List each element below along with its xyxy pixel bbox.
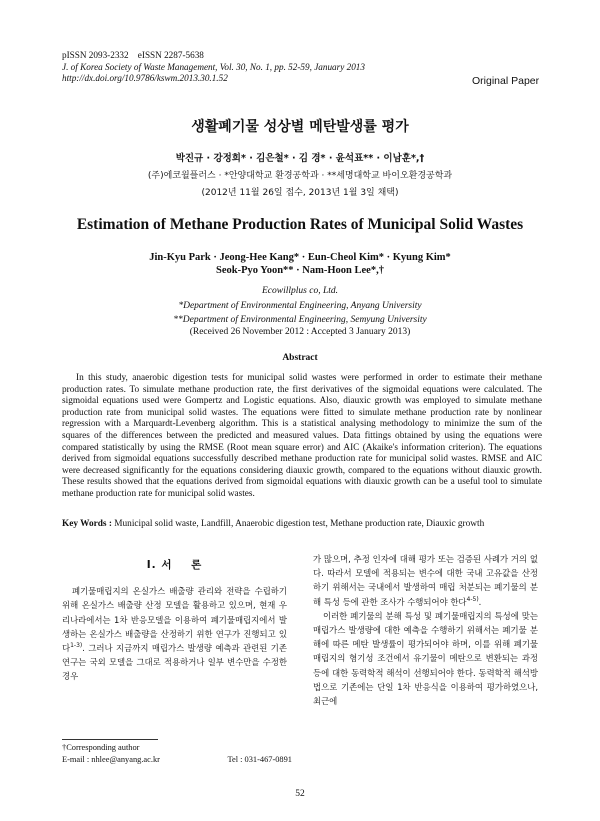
journal-meta [62,50,365,85]
affiliation-3: **Department of Environmental Engineering, Semyung University [173,315,427,325]
citation-ref: 4-5) [466,595,479,603]
english-title: Estimation of Methane Production Rates of Municipal Solid Wastes [76,216,524,233]
telephone: Tel : 031-467-0891 [227,755,292,764]
citation-ref: 1-3) [70,642,83,650]
abstract-heading: Abstract [282,353,318,363]
left-column [62,552,287,684]
english-authors [0,251,600,277]
section-heading: I. 서 론 [146,559,203,571]
right-column [313,552,538,708]
authors-line-1: Jin-Kyu Park · Jeong-Hee Kang* · Eun-Cheol Kim* · Kyung Kim* [149,252,451,263]
keywords-list: Municipal solid waste, Landfill, Anaerobic digestion test, Methane production rate, Diauxic growth [114,519,485,529]
issn: pISSN 2093-2332 eISSN 2287-5638 [62,50,204,60]
intro-paragraph-2: 이러한 폐기물의 분해 특성 및 폐기물매립지의 특성에 맞는 매립가스 발생량에 대한 예측을 수행하기 위해서는 폐기물 분해에 따른 메탄 발생률이 평가되어야 하며, 이를 위해 폐기물매립지의 혐기성 조건에서 유기물이 메탄으로 변환되는 과정 등에 대한 동력학적 해석이 선행되어야 한다. 동력학적 해석방법으로 기존에는 단일 1차 반응식을 이용하여 평가하였으나, 최근에 [313,610,538,707]
authors-line-2: Seok-Pyo Yoon** · Nam-Hoon Lee*,† [216,265,384,276]
keywords [62,519,542,529]
footnote [62,742,292,766]
korean-affiliation: (주)에코윌플러스 · *안양대학교 환경공학과 · **세명대학교 바이오환경공학과 [147,171,453,181]
doi-link[interactable]: http://dx.doi.org/10.9786/kswm.2013.30.1.52 [62,73,228,83]
footnote-rule [62,739,158,740]
corresponding-author: †Corresponding author [62,743,140,752]
korean-dates: (2012년 11월 26일 접수, 2013년 1월 3일 채택) [201,188,399,198]
korean-title: 생활폐기물 성상별 메탄발생률 평가 [191,119,409,135]
english-affiliations [0,284,600,328]
intro-paragraph-1-cont: 가 많으며, 추정 인자에 대해 평가 또는 검증된 사례가 거의 없다. 따라서 모델에 적용되는 변수에 대한 국내 고유값을 산정하기 위해서는 국내에서 발생하여 매립 처분되는 폐기물의 분해 특성 등에 관한 조사가 수행되어야 한다$^{4-5)}$. [313,554,538,607]
korean-authors: 박진규 · 강정희* · 김은철* · 김 경* · 윤석표** · 이남훈*,† [175,153,425,164]
affiliation-2: *Department of Environmental Engineering, Anyang University [178,300,422,311]
page-number: 52 [295,789,305,799]
article-type: Original Paper [472,75,540,87]
email[interactable]: E-mail : nhlee@anyang.ac.kr [62,755,160,764]
intro-paragraph-1: 폐기물매립지의 온실가스 배출량 관리와 전략을 수립하기 위해 온실가스 배출량 산정 모델을 활용하고 있으며, 현재 우리나라에서는 1차 반응모델을 이용하여 폐기물매립지에서 발생하는 온실가스 배출량을 산정하기 위한 연구가 진행되고 있다$^{1-3)}$. 그러나 지금까지 매립가스 발생량 예측과 관련된 기존 연구는 국외 모델을 그대로 적용하거나 일부 변수만을 수정한 경우 [62,586,287,682]
affiliation-1: Ecowillplus co, Ltd. [262,286,338,296]
keywords-label: Key Words : [62,519,112,529]
abstract-body: In this study, anaerobic digestion tests for municipal solid wastes were performed in order to estimate their methane production rates. To simulate methane production rate, the first derivatives of the sigmoidal equations were calculated. The sigmoidal equations used were Gompertz and Logistic equations. Also, diauxic growth was employed to simulate methane production rate from municipal solid wastes. The equations were fitted to simulate methane production rate by nonlinear regression with a Marquardt-Levenberg algorithm. This is a statistical analysing methodology to minimize the sum of the squares of the differences between the predicted and measured values. Data fittings obtained by using the equations were compared statistically by using the RMSE (Root mean square error) and AIC (Akaike's information criterion). The equations derived from sigmoidal equations successfully described methane production rate for municipal solid wastes. RMSE and AIC were decreased significantly for the equations considering diauxic growth, compared to the equations without diauxic growth. These results showed that the equations derived from sigmoidal equations with diauxic growth can be a useful tool to simulate methane production rate for municipal solid wastes. [62,373,542,499]
journal-citation: J. of Korea Society of Waste Management, Vol. 30, No. 1, pp. 52-59, January 2013 [62,61,365,72]
english-dates: (Received 26 November 2012 : Accepted 3 January 2013) [189,327,411,337]
